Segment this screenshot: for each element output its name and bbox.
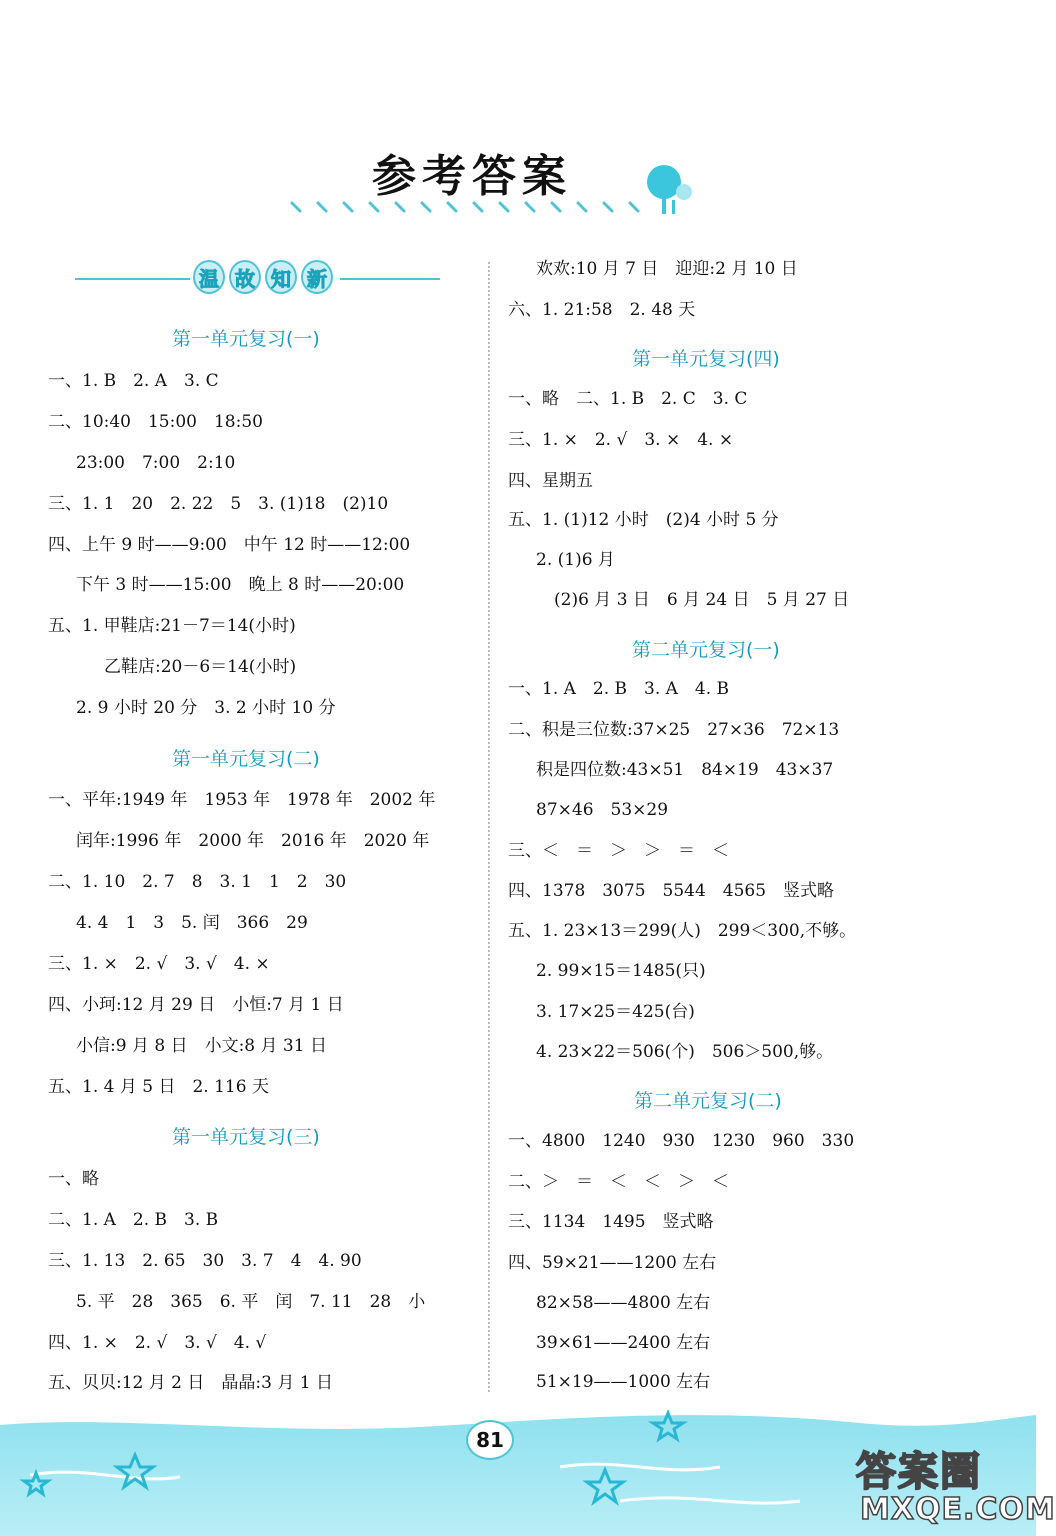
answer-line: 五、1. 23×13＝299(人) 299＜300,不够。 <box>508 921 857 941</box>
answer-line: 二、1. A 2. B 3. B <box>48 1210 219 1230</box>
banner-char: 知 <box>265 260 297 294</box>
section-title: 第二单元复习(一) <box>632 639 780 661</box>
answer-line: 二、1. 10 2. 7 8 3. 1 1 2 30 <box>48 872 347 892</box>
answer-line: 51×19——1000 左右 <box>536 1372 711 1392</box>
answer-line: 87×46 53×29 <box>536 800 669 820</box>
banner-char: 故 <box>229 260 261 294</box>
answer-line: 3. 17×25＝425(台) <box>536 1002 695 1022</box>
answer-line: 四、小珂:12 月 29 日 小恒:7 月 1 日 <box>48 995 344 1015</box>
answer-line: 4. 23×22＝506(个) 506＞500,够。 <box>536 1042 834 1062</box>
answer-line: 三、1. 1 20 2. 22 5 3. (1)18 (2)10 <box>48 494 389 514</box>
answer-line: 2. 99×15＝1485(只) <box>536 961 706 981</box>
answer-line: 四、1378 3075 5544 4565 竖式略 <box>508 881 835 901</box>
answer-line: 一、平年:1949 年 1953 年 1978 年 2002 年 <box>48 790 436 810</box>
answer-line: 三、1134 1495 竖式略 <box>508 1212 714 1232</box>
column-divider <box>488 262 490 1392</box>
answer-line: 三、1. × 2. √ 3. × 4. × <box>508 430 734 450</box>
answer-line: 二、积是三位数:37×25 27×36 72×13 <box>508 720 840 740</box>
answer-line: 三、＜ ＝ ＞ ＞ ＝ ＜ <box>508 841 729 861</box>
answer-line: 三、1. × 2. √ 3. √ 4. × <box>48 954 270 974</box>
tree-icon <box>640 160 700 220</box>
answer-line: 积是四位数:43×51 84×19 43×37 <box>536 760 834 780</box>
answer-line: 闰年:1996 年 2000 年 2016 年 2020 年 <box>76 831 430 851</box>
answer-line: 下午 3 时——15:00 晚上 8 时——20:00 <box>76 575 405 595</box>
answer-line: 82×58——4800 左右 <box>536 1293 711 1313</box>
answer-line: 四、59×21——1200 左右 <box>508 1253 717 1273</box>
answer-line: 四、星期五 <box>508 471 593 491</box>
answer-line: 五、1. (1)12 小时 (2)4 小时 5 分 <box>508 510 779 530</box>
answer-line: 39×61——2400 左右 <box>536 1333 711 1353</box>
watermark-url: MXQE.COM <box>860 1492 1056 1527</box>
answer-line: 四、上午 9 时——9:00 中午 12 时——12:00 <box>48 535 411 555</box>
answer-line: 一、4800 1240 930 1230 960 330 <box>508 1131 855 1151</box>
answer-line: 乙鞋店:20－6＝14(小时) <box>104 657 297 677</box>
answer-line: 欢欢:10 月 7 日 迎迎:2 月 10 日 <box>536 259 798 279</box>
answer-line: 六、1. 21:58 2. 48 天 <box>508 300 696 320</box>
section-banner <box>75 260 440 298</box>
banner-char: 新 <box>301 260 333 294</box>
answer-line: 二、＞ ＝ ＜ ＜ ＞ ＜ <box>508 1172 729 1192</box>
answer-line: 4. 4 1 3 5. 闰 366 29 <box>76 913 308 933</box>
answer-line: 三、1. 13 2. 65 30 3. 7 4 4. 90 <box>48 1251 362 1271</box>
answer-line: 四、1. × 2. √ 3. √ 4. √ <box>48 1333 267 1353</box>
answer-line: 二、10:40 15:00 18:50 <box>48 412 263 432</box>
answer-line: 小信:9 月 8 日 小文:8 月 31 日 <box>76 1036 327 1056</box>
section-title: 第一单元复习(三) <box>172 1126 320 1148</box>
section-title: 第一单元复习(一) <box>172 328 320 350</box>
answer-line: 一、略 二、1. B 2. C 3. C <box>508 389 748 409</box>
answer-line: 2. (1)6 月 <box>536 550 615 570</box>
answer-line: 2. 9 小时 20 分 3. 2 小时 10 分 <box>76 698 336 718</box>
answer-line: 一、略 <box>48 1169 99 1189</box>
section-title: 第一单元复习(四) <box>632 348 780 370</box>
page-title: 参考答案 <box>372 151 572 202</box>
answer-line: 五、贝贝:12 月 2 日 晶晶:3 月 1 日 <box>48 1373 333 1393</box>
answer-line: 5. 平 28 365 6. 平 闰 7. 11 28 小 <box>76 1292 426 1312</box>
watermark-logo <box>856 1440 1056 1532</box>
answer-line: 五、1. 4 月 5 日 2. 116 天 <box>48 1077 269 1097</box>
answer-line: 一、1. A 2. B 3. A 4. B <box>508 679 730 699</box>
page-number: 81 <box>466 1420 514 1460</box>
answer-line: 一、1. B 2. A 3. C <box>48 371 219 391</box>
answer-line: 23:00 7:00 2:10 <box>76 453 236 473</box>
answer-line: (2)6 月 3 日 6 月 24 日 5 月 27 日 <box>554 590 850 610</box>
banner-text <box>193 260 335 298</box>
banner-line-left <box>75 278 190 280</box>
section-title: 第二单元复习(二) <box>634 1090 782 1112</box>
banner-char: 温 <box>193 260 225 294</box>
banner-line-right <box>340 278 440 280</box>
title-decoration <box>288 200 658 214</box>
answer-line: 五、1. 甲鞋店:21－7＝14(小时) <box>48 616 296 636</box>
watermark-text: 答案圈 <box>856 1449 982 1495</box>
section-title: 第一单元复习(二) <box>172 748 320 770</box>
